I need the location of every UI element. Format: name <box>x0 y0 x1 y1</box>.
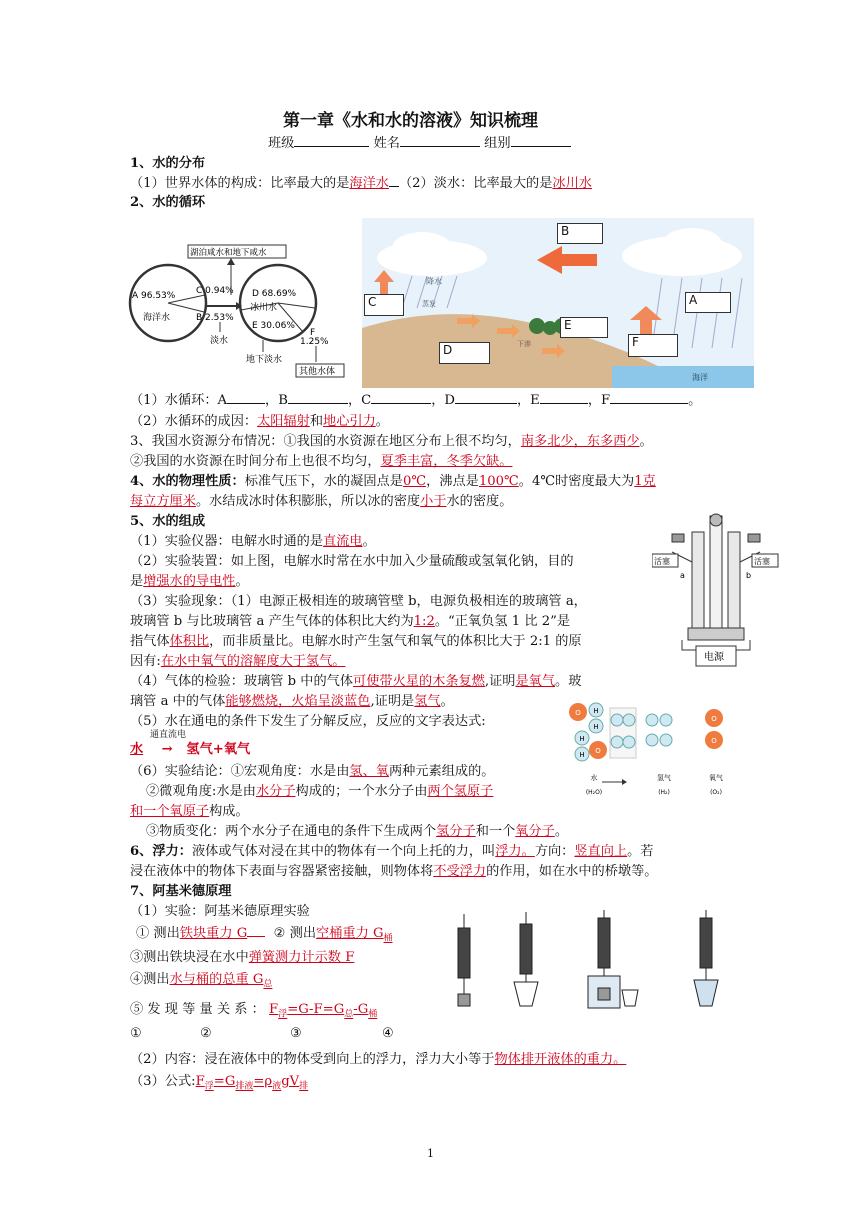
answer: 地心引力 <box>323 414 376 429</box>
s5-line7 <box>130 650 345 669</box>
section-6-line2 <box>130 860 658 879</box>
s7-line6 <box>130 1048 626 1067</box>
step-number-1: ① <box>130 1026 142 1041</box>
text: （1）水循环：A <box>130 393 228 408</box>
text: 。 <box>362 534 376 549</box>
fresh-label: 淡水 <box>210 336 229 346</box>
water-label: 水 <box>590 774 598 782</box>
section-5-heading: 5、水的组成 <box>130 514 206 529</box>
answer: 每立方厘米 <box>130 494 196 509</box>
electrolysis-apparatus <box>652 512 780 668</box>
answer: 水分子 <box>255 784 296 799</box>
section-3-line1 <box>130 430 653 449</box>
section-1-line <box>130 172 592 191</box>
answer: 两个氢原子 <box>427 784 494 799</box>
section-2-heading: 2、水的循环 <box>130 195 206 210</box>
step-number-3: ③ <box>290 1026 302 1041</box>
s5-line10: （5）水在通电的条件下发生了分解反应，反应的文字表达式: <box>130 714 486 729</box>
answer: 海洋水 <box>349 176 389 191</box>
cycle-box-e: E <box>560 317 608 338</box>
s5-line9 <box>130 690 454 709</box>
water-distribution-diagram <box>128 240 350 380</box>
s7-line4 <box>130 968 272 990</box>
cycle-box-b: B <box>557 223 603 244</box>
text: （2）淡水：比率最大的是 <box>398 176 553 191</box>
archimedes-experiment-illustration <box>450 910 730 1012</box>
section-4-line2 <box>130 490 512 509</box>
word-equation <box>130 738 250 757</box>
s5-line12 <box>146 780 493 799</box>
text: （2）内容：浸在液体中的物体受到向上的浮力，浮力大小等于 <box>130 1052 495 1067</box>
text: ⑤ 发 现 等 量 关 系 ： <box>130 1002 265 1017</box>
cycle-cause <box>130 410 389 429</box>
text: ，F <box>587 393 611 408</box>
s5-line8 <box>130 670 581 689</box>
pie-sea-label: 海洋水 <box>143 313 171 323</box>
answer: 竖直向上 <box>574 844 628 859</box>
condition-label: 通直流电 <box>150 730 187 740</box>
o2-label: 氧气 <box>709 774 723 782</box>
text: 璃管 a 中的气体 <box>130 694 226 709</box>
answer: =ρ <box>253 1074 273 1089</box>
group-blank <box>511 134 571 147</box>
s5-line2: （2）实验装置：如上图，电解水时常在水中加入少量硫酸或氢氧化钠，目的 <box>130 554 574 569</box>
answer: 夏季丰富，冬季欠缺。 <box>380 454 513 469</box>
water-formula: (H₂O) <box>585 789 603 796</box>
s5-line6 <box>130 630 582 649</box>
name-label: 姓名 <box>373 136 400 151</box>
section-6-line1 <box>130 840 654 859</box>
answer: 增强水的导电性 <box>143 574 236 589</box>
text: 玻璃管 b 与比玻璃管 a 产生气体的体积比大约为 <box>130 614 414 629</box>
answer: 不受浮力 <box>433 864 487 879</box>
s7-line7 <box>130 1070 308 1092</box>
power-label: 电源 <box>704 652 724 663</box>
text: 是 <box>130 574 144 589</box>
text: （2）水循环的成因： <box>130 414 258 429</box>
text: ② 测出 <box>273 926 317 941</box>
answer: 物体排开液体的重力。 <box>494 1052 627 1067</box>
rain-label: 降水 <box>426 277 442 286</box>
o2-formula: (O₂) <box>710 789 722 796</box>
other-label: 其他水体 <box>299 367 336 377</box>
pie-ice-label: 冰川水 <box>250 303 278 313</box>
atom-h: H <box>593 707 599 715</box>
text: 。 <box>440 694 454 709</box>
text: 构成。 <box>209 804 249 819</box>
answer: 1克 <box>634 474 656 489</box>
text: （1）实验仪器：电解水时通的是 <box>130 534 324 549</box>
text: 因有: <box>130 654 161 669</box>
answer: 铁块重力 G <box>179 926 248 941</box>
answer: =G-F=G <box>287 1002 345 1017</box>
answer: =G <box>213 1074 236 1089</box>
subscript: 桶 <box>368 1009 378 1020</box>
text: 。 <box>688 393 702 408</box>
answer: 体积比 <box>169 634 210 649</box>
s7-line3 <box>130 946 354 965</box>
text: 两种元素组成的。 <box>388 764 495 779</box>
answer: 氢、氧 <box>349 764 389 779</box>
text: 和 <box>309 414 324 429</box>
answer: 可使带火星的木条复燃 <box>353 674 485 689</box>
text: （3）公式: <box>130 1074 196 1089</box>
text: ③物质变化：两个水分子在通电的条件下生成两个 <box>146 824 437 839</box>
s5-line5 <box>130 610 570 629</box>
s7-line2 <box>136 922 393 944</box>
answer: 氢分子 <box>436 824 476 839</box>
text: ，沸点是 <box>426 474 479 489</box>
runoff-label: 下渗 <box>517 340 531 348</box>
subscript: 浮 <box>204 1081 214 1092</box>
sea-label: 海洋 <box>692 373 708 382</box>
text: 水的密度。 <box>446 494 513 509</box>
text: ,证明是 <box>370 694 415 709</box>
pie-f2-label: 1.25% <box>300 337 329 347</box>
cycle-box-f: F <box>628 334 678 357</box>
text: ③测出铁块浸在水中 <box>130 950 249 965</box>
text: 液体或气体对浸在其中的物体有一个向上托的力，叫 <box>191 844 496 859</box>
s5-line4: （3）实验现象：（1）电源正极相连的玻璃管壁 b，电源负极相连的玻璃管 a， <box>130 594 587 609</box>
cycle-box-a: A <box>685 292 731 313</box>
header-fields <box>268 132 571 151</box>
right-valve-label: 活塞 <box>754 557 770 566</box>
answer: 1:2 <box>413 614 435 629</box>
answer: 直流电 <box>323 534 363 549</box>
subscript: 液 <box>272 1081 282 1092</box>
left-valve-label: 活塞 <box>654 557 670 566</box>
atom-o: O <box>595 747 601 755</box>
s5-line11 <box>130 760 494 779</box>
text: 和一个 <box>475 824 516 839</box>
text: 浸在液体中的物体下表面与容器紧密接触，则物体将 <box>130 864 434 879</box>
atom-o: O <box>711 737 717 745</box>
answer: 南多北少，东多西少 <box>520 434 640 449</box>
answer: 和一个氧原子 <box>130 804 210 819</box>
section-1-heading: 1、水的分布 <box>130 156 206 171</box>
answer: 是氧气 <box>515 674 556 689</box>
h2-formula: (H₂) <box>658 789 670 796</box>
s5-line1 <box>130 530 376 549</box>
text: ④测出 <box>130 972 170 987</box>
answer: 能够燃烧，火焰呈淡蓝色 <box>225 694 371 709</box>
section-3-line2 <box>130 450 512 469</box>
page-title: 第一章《水和水的溶液》知识梳理 <box>283 111 538 131</box>
s5-line13 <box>130 800 249 819</box>
blank <box>247 924 265 937</box>
answer: -G <box>353 1002 369 1017</box>
page-number: 1 <box>427 1147 434 1160</box>
subscript: 总 <box>344 1009 354 1020</box>
pie-b-label: B 2.53% <box>196 313 234 323</box>
pie-a-label: A 96.53% <box>132 291 176 301</box>
text: ②我国的水资源在时间分布上也很不均匀， <box>130 454 381 469</box>
blank <box>288 391 348 404</box>
h2-label: 氢气 <box>657 774 671 782</box>
cycle-question <box>130 389 701 408</box>
subscript: 排液 <box>235 1081 254 1092</box>
answer: 氧分子 <box>515 824 555 839</box>
text: ，而非质量比。电解水时产生氢气和氧气的体积比大于 2:1 的原 <box>209 634 582 649</box>
subscript: 总 <box>263 979 273 990</box>
blank <box>389 174 399 187</box>
text: （4）气体的检验：玻璃管 b 中的气体 <box>130 674 354 689</box>
s7-line1: （1）实验：阿基米德原理实验 <box>130 904 310 919</box>
text: 。若 <box>627 844 654 859</box>
text: ，C <box>347 393 372 408</box>
pie-e-label: E 30.06% <box>252 321 295 331</box>
text: 的作用，如在水中的桥墩等。 <box>486 864 658 879</box>
pie-c-label: C 0.94% <box>196 286 234 296</box>
atom-h: H <box>593 723 599 731</box>
atom-o: O <box>711 715 717 723</box>
arrow: → <box>161 742 173 757</box>
tube-a-label: a <box>680 571 685 580</box>
blank <box>371 391 431 404</box>
class-label: 班级 <box>268 136 295 151</box>
blank <box>455 391 517 404</box>
answer: 太阳辐射 <box>257 414 310 429</box>
text: ②微观角度:水是由 <box>146 784 256 799</box>
text: 。 <box>639 434 653 449</box>
group-label: 组别 <box>484 136 511 151</box>
text: 。“正氧负氢 1 比 2”是 <box>434 614 571 629</box>
text: ① 测出 <box>136 926 180 941</box>
text: （1）世界水体的构成：比率最大的是 <box>130 176 350 191</box>
answer: 水 <box>130 742 144 757</box>
text: ，D <box>431 393 455 408</box>
blank <box>540 391 588 404</box>
answer: 弹簧测力计示数 F <box>248 950 355 965</box>
answer: 0℃ <box>402 474 427 489</box>
step-number-2: ② <box>200 1026 212 1041</box>
text: 标准气压下，水的凝固点是 <box>244 474 403 489</box>
text: ,证明 <box>484 674 516 689</box>
subscript: 桶 <box>383 933 393 944</box>
answer: 100℃ <box>478 474 519 489</box>
atom-o: O <box>575 709 581 717</box>
s7-line5 <box>130 998 377 1020</box>
text: 指气体 <box>130 634 170 649</box>
answer: 氢气+氧气 <box>186 742 251 757</box>
answer: F <box>195 1074 205 1089</box>
lake-label: 湖泊咸水和地下咸水 <box>190 248 267 258</box>
heading: 4、水的物理性质： <box>130 474 245 489</box>
molecule-diagram <box>566 698 736 810</box>
text: 构成的；一个水分子由 <box>295 784 428 799</box>
text: 。玻 <box>555 674 582 689</box>
text: 方向： <box>534 844 575 859</box>
text: 。 <box>554 824 568 839</box>
pie-d-label: D 68.69% <box>252 289 297 299</box>
blank <box>610 391 688 404</box>
atom-h: H <box>579 735 585 743</box>
text: 。水结成冰时体积膨胀，所以冰的密度 <box>195 494 421 509</box>
name-blank <box>400 134 480 147</box>
class-blank <box>294 134 369 147</box>
answer: 空桶重力 G <box>316 926 384 941</box>
text: 。 <box>235 574 249 589</box>
cycle-box-d: D <box>439 342 490 364</box>
subscript: 排 <box>299 1081 309 1092</box>
atom-h: H <box>579 751 585 759</box>
text: 。 <box>375 414 389 429</box>
cycle-box-c: C <box>364 294 404 316</box>
pie-f-label: F <box>310 328 316 338</box>
text: 。4℃时密度最大为 <box>518 474 635 489</box>
answer: F <box>269 1002 279 1017</box>
answer: 浮力。 <box>495 844 535 859</box>
subscript: 浮 <box>278 1009 288 1020</box>
answer: 小于 <box>420 494 447 509</box>
text: ，B <box>265 393 288 408</box>
tube-b-label: b <box>746 571 752 580</box>
answer: gV <box>281 1074 300 1089</box>
s5-line3 <box>130 570 249 589</box>
answer: 水与桶的总重 G <box>169 972 264 987</box>
heading: 6、浮力： <box>130 844 192 859</box>
section-7-heading: 7、阿基米德原理 <box>130 884 232 899</box>
text: （6）实验结论：①宏观角度：水是由 <box>130 764 350 779</box>
answer: 冰川水 <box>552 176 592 191</box>
step-number-4: ④ <box>382 1026 394 1041</box>
evap-label: 蒸发 <box>422 300 436 308</box>
text: 3、我国水资源分布情况：①我国的水资源在地区分布上很不均匀， <box>130 434 521 449</box>
answer: 在水中氧气的溶解度大于氢气。 <box>160 654 346 669</box>
blank <box>227 391 265 404</box>
answer: 氢气 <box>414 694 441 709</box>
section-4-line1 <box>130 470 656 489</box>
text: ，E <box>516 393 540 408</box>
s5-line14 <box>146 820 568 839</box>
ground-label: 地下淡水 <box>246 355 283 365</box>
